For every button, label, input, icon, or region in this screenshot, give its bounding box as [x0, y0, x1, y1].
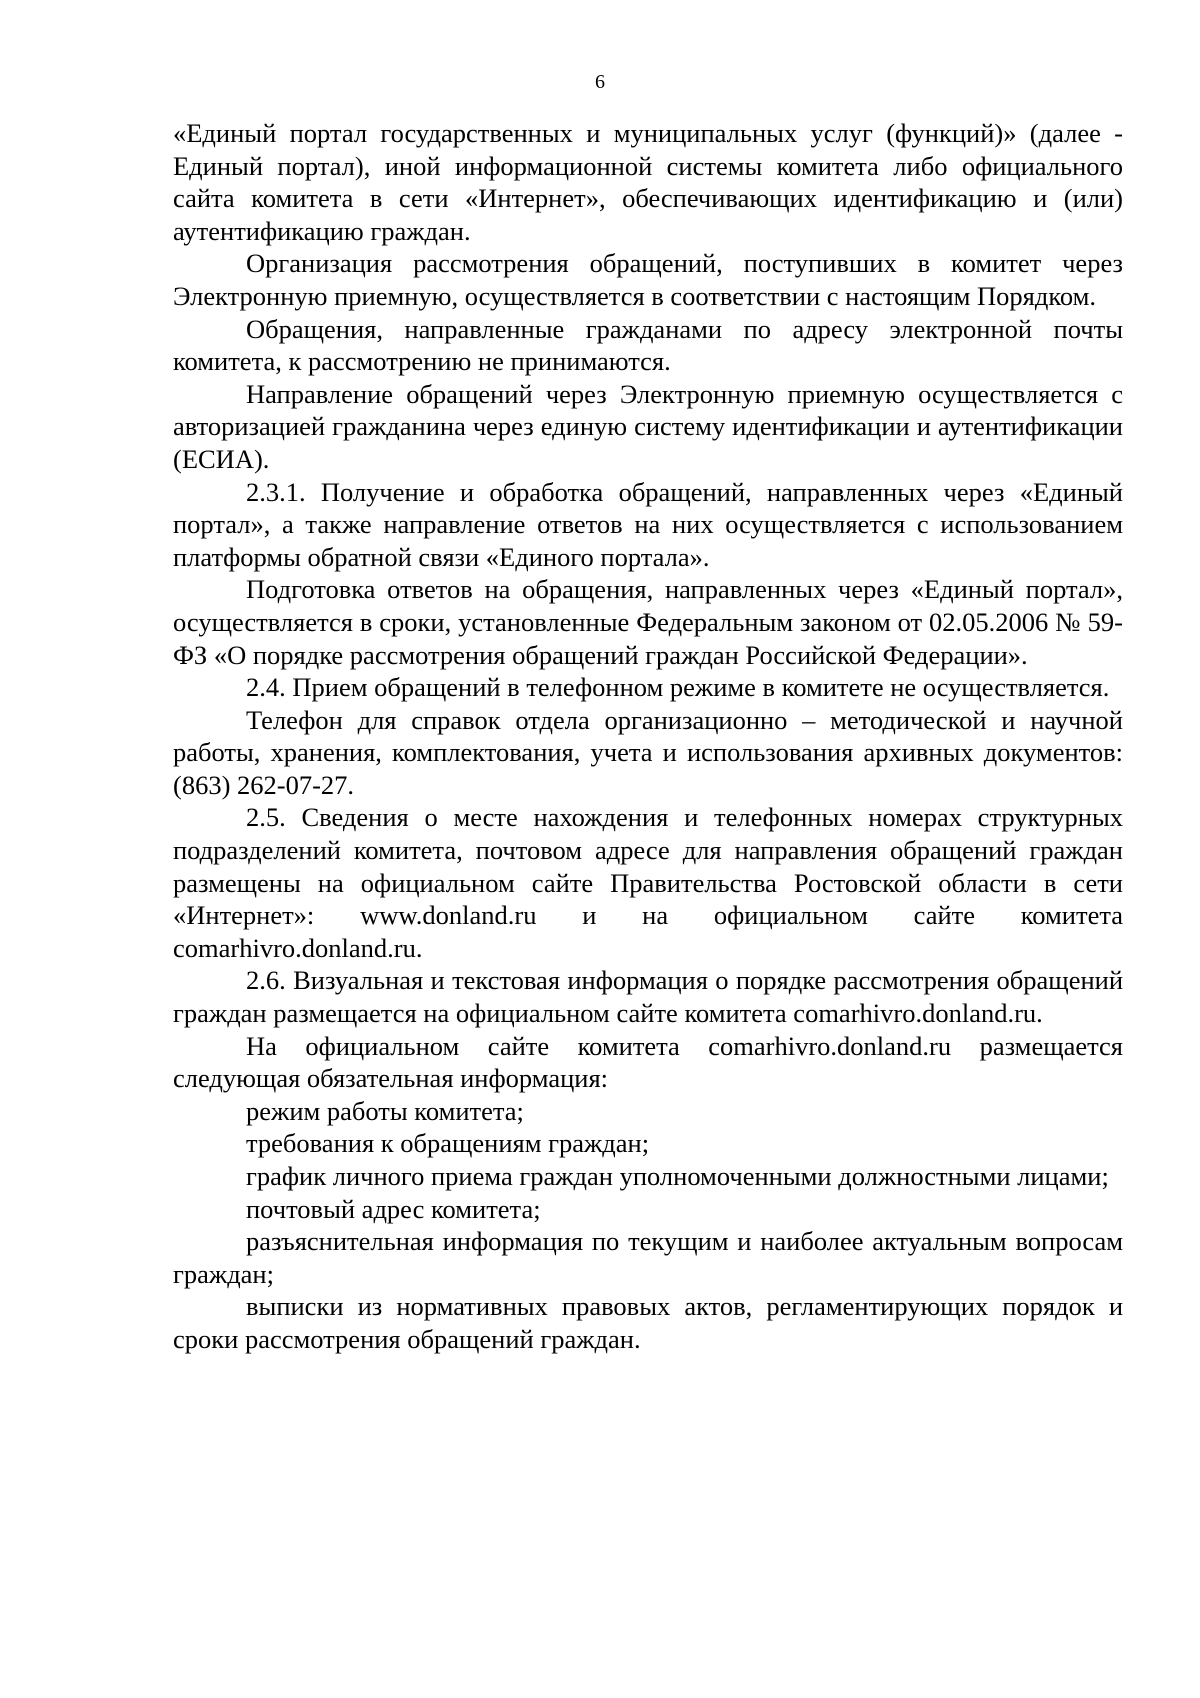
list-item-legal-extracts: выписки из нормативных правовых актов, регламентирующих порядок и сроки рассмотрения обращений граждан.: [173, 1291, 1123, 1354]
page-number: 6: [595, 71, 605, 93]
paragraph-4: Направление обращений через Электронную приемную осуществляется с авторизацией гражданина через единую систему идентификации и аутентификации (ЕСИА).: [173, 378, 1123, 474]
paragraph-3: Обращения, направленные гражданами по адресу электронной почты комитета, к рассмотрению не принимаются.: [173, 313, 1123, 377]
document-body: [173, 117, 1123, 1356]
list-item-requirements: требования к обращениям граждан;: [246, 1128, 650, 1159]
list-item-postal-address: почтовый адрес комитета;: [246, 1193, 541, 1224]
paragraph-5: 2.3.1. Получение и обработка обращений, направленных через «Единый портал», а также направление ответов на них осуществляется с использованием платформы обратной связи «Единого портала».: [173, 476, 1123, 572]
paragraph-6: Подготовка ответов на обращения, направленных через «Единый портал», осуществляется в сроки, установленные Федеральным законом от 02.05.2006 № 59-ФЗ «О порядке рассмотрения обращений граждан Российской Федерации».: [173, 574, 1123, 670]
list-item-work-hours: режим работы комитета;: [246, 1095, 524, 1126]
paragraph-11: На официальном сайте комитета comarhivro.donland.ru размещается следующая обязательная информация:: [173, 1030, 1123, 1094]
list-item-reception-schedule: график личного приема граждан уполномоченными должностными лицами;: [246, 1161, 1109, 1191]
paragraph-8: Телефон для справок отдела организационно – методической и научной работы, хранения, комплектования, учета и использования архивных документов: (863) 262-07-27.: [173, 704, 1123, 800]
paragraph-7: 2.4. Прием обращений в телефонном режиме в комитете не осуществляется.: [246, 672, 1110, 703]
list-item-explanatory-info: разъяснительная информация по текущим и наиболее актуальным вопросам граждан;: [173, 1226, 1123, 1289]
paragraph-10: 2.6. Визуальная и текстовая информация о порядке рассмотрения обращений граждан размещается на официальном сайте комитета comarhivro.donland.ru.: [173, 965, 1123, 1029]
paragraph-1: «Единый портал государственных и муниципальных услуг (функций)» (далее - Единый портал), иной информационной системы комитета либо официального сайта комитета в сети «Интернет», обеспечивающих идентификацию и (или) аутентификацию граждан.: [173, 118, 1123, 246]
paragraph-9: 2.5. Сведения о месте нахождения и телефонных номерах структурных подразделений комитета, почтовом адресе для направления обращений граждан размещены на официальном сайте Правительства Ростовской области в сети «Интернет»: www.donland.ru и на официальном сайте комитета comarhivro.donland.ru.: [173, 802, 1123, 963]
paragraph-2: Организация рассмотрения обращений, поступивших в комитет через Электронную приемную, осуществляется в соответствии с настоящим Порядком.: [173, 248, 1123, 311]
